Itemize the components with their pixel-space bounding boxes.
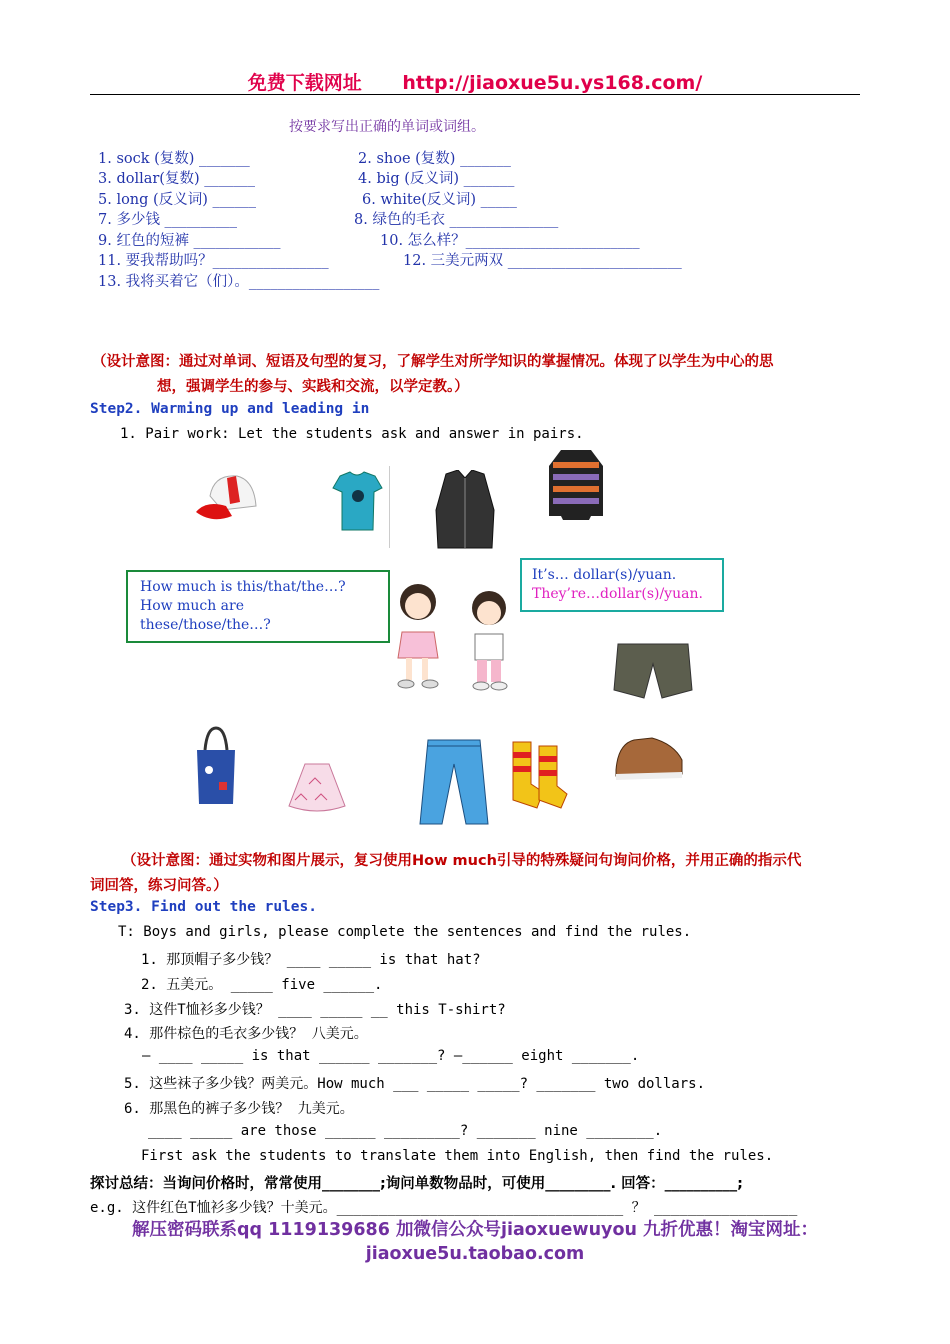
bubble-question-2: How much are these/those/the…? [140,598,271,633]
exercise-item: 6. white(反义词) _____ [362,192,517,208]
girl-icon [392,580,444,690]
page-header [0,68,950,95]
bubble-answer-2: They’re…dollar(s)/yuan. [532,586,703,602]
summary-example: e.g. 这件红色T恤衫多少钱？十美元。__________________________________ ？ _________________ [90,1200,798,1216]
step3-line: 1. 那顶帽子多少钱？ ____ _____ is that hat? [141,952,481,968]
bag-icon [193,726,239,808]
step3-line: 2. 五美元。 _____ five ______. [141,977,383,993]
exercise-item: 9. 红色的短裤 ____________ [98,233,281,249]
bubble-answer-1: It’s… dollar(s)/yuan. [532,567,677,583]
exercise-item: 7. 多少钱 __________ [98,212,238,228]
exercise-item: 3. dollar(复数) _______ [98,171,255,187]
exercise-item: 11. 要我帮助吗？________________ [98,253,329,269]
socks-icon [505,738,571,812]
bubble-question-1: How much is this/that/the…? [140,579,346,595]
step2-title: Step2. Warming up and leading in [90,401,370,417]
exercise-instruction: 按要求写出正确的单词或词组。 [289,119,485,135]
exercise-item: 1. sock (复数) _______ [98,151,250,167]
summary-rule: 探讨总结：当询问价格时，常常使用________;询问单数物品时，可使用_________. 回答：__________; [90,1176,743,1192]
exercise-item: 5. long (反义词) ______ [98,192,256,208]
step2-item1: 1. Pair work: Let the students ask and answer in pairs. [120,426,584,442]
footer-contact: 解压密码联系qq 1119139686 加微信公众号jiaoxuewuyou 九折优惠！淘宝网址：jiaoxue5u.taobao.com [131,1220,819,1264]
design-intent-2-line1: （设计意图：通过实物和图片展示，复习使用How much引导的特殊疑问句询问价格，并用正确的指示代 [122,853,802,869]
header-url[interactable]: http://jiaoxue5u.ys168.com/ [402,72,703,94]
picture-divider [389,466,390,548]
sweater-icon [545,446,607,522]
step3-title: Step3. Find out the rules. [90,899,317,915]
exercise-item: 8. 绿色的毛衣 _______________ [354,212,559,228]
tshirt-icon [330,470,385,532]
jacket-icon [432,470,498,552]
step3-line: 5. 这些袜子多少钱？两美元。How much ___ _____ _____? _______ two dollars. [124,1076,706,1092]
step3-line: First ask the students to translate them into English, then find the rules. [141,1148,774,1164]
design-intent-2-line2: 词回答，练习问答。） [90,878,228,894]
step3-line: 6. 那黑色的裤子多少钱？ 九美元。 [124,1101,354,1117]
exercise-item: 4. big (反义词) _______ [358,171,515,187]
jeans-icon [418,736,490,828]
step3-line: 3. 这件T恤衫多少钱？ ____ _____ __ this T-shirt? [124,1002,506,1018]
answer-bubble [520,558,724,612]
exercise-item: 2. shoe (复数) _______ [358,151,511,167]
design-intent-1-line1: （设计意图：通过对单词、短语及句型的复习，了解学生对所学知识的掌握情况。体现了以学生为中心的思 [92,354,774,370]
skirt-icon [285,760,349,816]
exercise-item: 13. 我将买着它（们）。__________________ [98,274,380,290]
step3-intro: T: Boys and girls, please complete the sentences and find the rules. [118,924,692,940]
boy-icon [465,588,513,692]
cap-icon [192,466,262,528]
header-divider [90,94,860,95]
shoe-icon [612,730,686,784]
question-bubble [126,570,390,643]
exercise-item: 12. 三美元两双 ________________________ [403,253,682,269]
step3-line: ____ _____ are those ______ _________? _______ nine ________. [148,1123,663,1139]
step3-line: — ____ _____ is that ______ _______? —______ eight _______. [142,1048,640,1064]
exercise-item: 10. 怎么样？________________________ [380,233,640,249]
step3-line: 4. 那件棕色的毛衣多少钱？ 八美元。 [124,1026,368,1042]
shorts-icon [612,640,694,702]
design-intent-1-line2: 想，强调学生的参与、实践和交流，以学定教。） [157,379,469,395]
header-title: 免费下载网址 [247,72,362,94]
